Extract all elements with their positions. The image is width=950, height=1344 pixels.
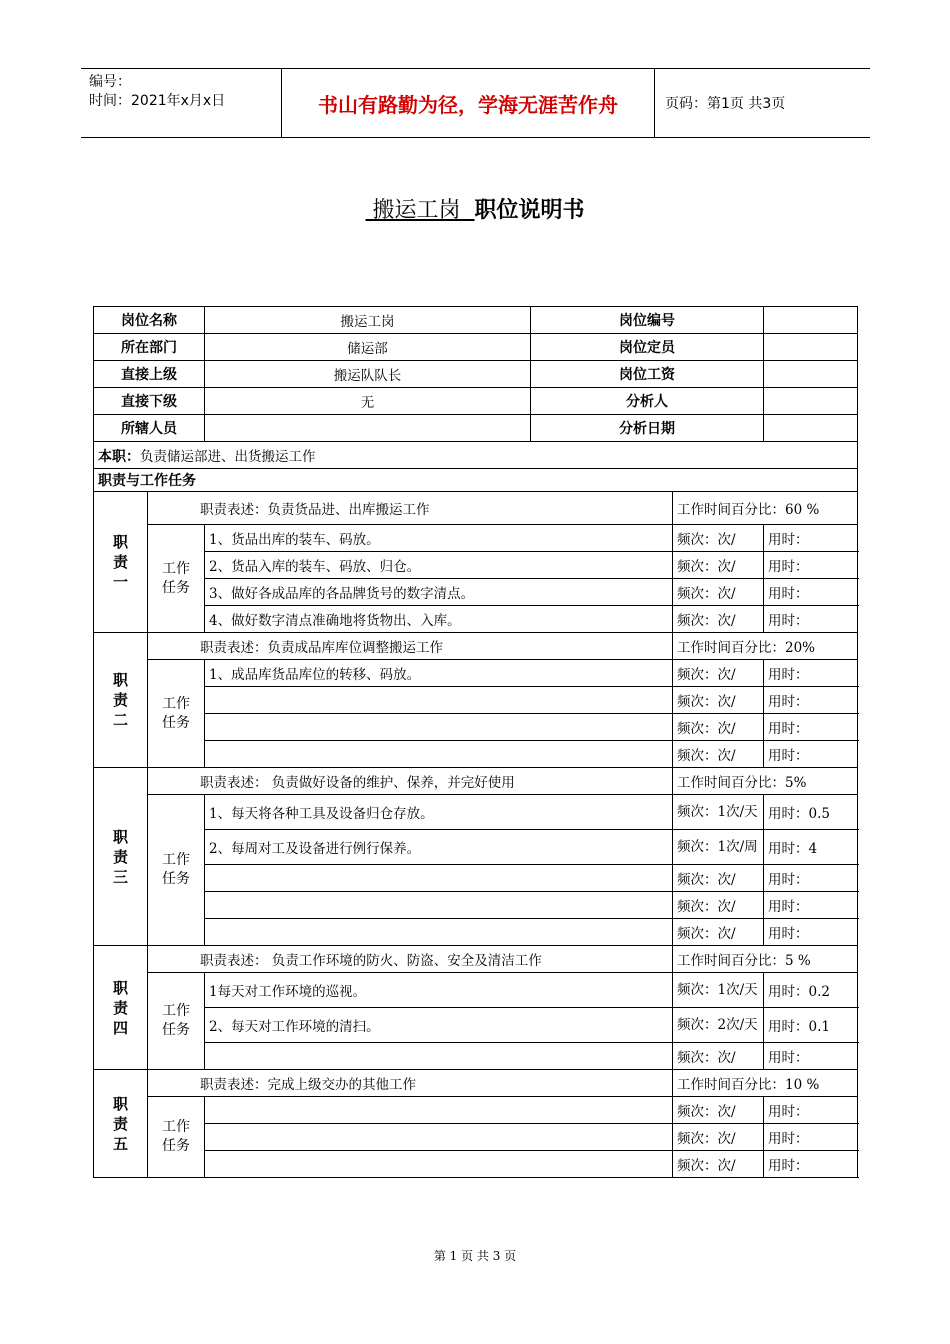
task-frequency: 频次：次/ (673, 687, 764, 714)
task-text: 2、每周对工及设备进行例行保养。 (205, 830, 673, 865)
task-text: 3、做好各成品库的各品牌货号的数字清点。 (205, 579, 673, 606)
duty-time-percent: 工作时间百分比：5% (673, 768, 858, 795)
task-text (205, 1124, 673, 1151)
task-text (205, 1043, 673, 1070)
task-text: 1每天对工作环境的巡视。 (205, 973, 673, 1008)
task-text (205, 741, 673, 768)
task-label-text: 工作任务 (162, 560, 190, 596)
task-row (94, 919, 858, 946)
info-row (94, 388, 858, 415)
task-row (94, 795, 858, 830)
duty-name (94, 492, 148, 633)
info-value (764, 415, 858, 442)
info-row (94, 307, 858, 334)
task-duration: 用时： (764, 1124, 858, 1151)
duty-summary (94, 442, 858, 469)
duty-description-row (94, 492, 858, 525)
table-body (94, 307, 858, 1178)
task-duration: 用时：0.2 (764, 973, 858, 1008)
title-post-name: 搬运工岗 (372, 198, 461, 223)
task-frequency: 频次：次/ (673, 714, 764, 741)
task-duration: 用时： (764, 892, 858, 919)
info-value: 无 (205, 388, 531, 415)
task-text (205, 1097, 673, 1124)
document-date-label: 时间：2021年x月x日 (89, 93, 226, 109)
task-text: 1、成品库货品库位的转移、码放。 (205, 660, 673, 687)
task-duration: 用时： (764, 660, 858, 687)
duty-name (94, 633, 148, 768)
task-frequency: 频次：次/ (673, 1043, 764, 1070)
task-frequency: 频次：次/ (673, 919, 764, 946)
page-header (81, 68, 870, 138)
task-frequency: 频次：次/ (673, 865, 764, 892)
job-description-table (93, 306, 858, 1178)
info-value (764, 307, 858, 334)
task-label (148, 973, 205, 1070)
duty-summary-row (94, 442, 858, 469)
duty-description-row (94, 946, 858, 973)
task-row (94, 1008, 858, 1043)
task-duration: 用时：0.5 (764, 795, 858, 830)
task-text: 2、每天对工作环境的清扫。 (205, 1008, 673, 1043)
task-row (94, 973, 858, 1008)
task-frequency: 频次：次/ (673, 660, 764, 687)
task-duration: 用时： (764, 525, 858, 552)
task-frequency: 频次：次/ (673, 606, 764, 633)
info-label: 所辖人员 (94, 415, 205, 442)
task-duration: 用时：4 (764, 830, 858, 865)
task-duration: 用时： (764, 552, 858, 579)
task-frequency: 频次：次/ (673, 1151, 764, 1178)
duty-name (94, 1070, 148, 1178)
title-suffix: 职位说明书 (474, 198, 585, 223)
duty-description: 职责表述： 负责工作环境的防火、防盗、安全及清洁工作 (148, 946, 673, 973)
duty-summary-text: 负责储运部进、出货搬运工作 (140, 448, 316, 465)
task-label-text: 工作任务 (162, 852, 190, 887)
duty-name-text: 职责三 (112, 827, 128, 886)
task-text (205, 865, 673, 892)
task-label (148, 660, 205, 768)
task-row (94, 865, 858, 892)
duty-name-text: 职责四 (112, 978, 128, 1037)
task-duration: 用时： (764, 1043, 858, 1070)
task-duration: 用时： (764, 865, 858, 892)
task-duration: 用时： (764, 606, 858, 633)
task-row (94, 660, 858, 687)
task-label-text: 工作任务 (162, 695, 190, 731)
task-duration: 用时： (764, 687, 858, 714)
task-label-text: 工作任务 (162, 1003, 190, 1038)
duty-name-text: 职责二 (112, 671, 128, 729)
info-value: 搬运队队长 (205, 361, 531, 388)
info-row (94, 361, 858, 388)
tasks-section-title: 职责与工作任务 (94, 469, 858, 492)
task-frequency: 频次：次/ (673, 1097, 764, 1124)
task-frequency: 频次：1次/天 (673, 795, 764, 830)
task-row (94, 1043, 858, 1070)
info-label: 岗位编号 (531, 307, 764, 334)
duty-time-percent: 工作时间百分比：60 % (673, 492, 858, 525)
tasks-section-row (94, 469, 858, 492)
info-label: 直接上级 (94, 361, 205, 388)
task-frequency: 频次：次/ (673, 579, 764, 606)
document-number-label: 编号： (89, 74, 131, 90)
task-row (94, 1151, 858, 1178)
task-duration: 用时： (764, 1151, 858, 1178)
task-row (94, 1097, 858, 1124)
task-frequency: 频次：次/ (673, 741, 764, 768)
duty-description: 职责表述：负责成品库库位调整搬运工作 (148, 633, 673, 660)
task-row (94, 579, 858, 606)
header-slogan: 书山有路勤为径，学海无涯苦作舟 (282, 69, 655, 137)
info-value: 储运部 (205, 334, 531, 361)
task-text (205, 714, 673, 741)
info-label: 岗位名称 (94, 307, 205, 334)
info-row (94, 334, 858, 361)
duty-description: 职责表述：负责货品进、出库搬运工作 (148, 492, 673, 525)
task-frequency: 频次：1次/周 (673, 830, 764, 865)
task-text: 4、做好数字清点准确地将货物出、入库。 (205, 606, 673, 633)
header-page-label: 页码：第1页 共3页 (665, 96, 786, 112)
task-frequency: 频次：1次/天 (673, 973, 764, 1008)
task-label (148, 525, 205, 633)
task-label (148, 795, 205, 946)
duty-summary-label: 本职： (98, 448, 140, 465)
info-value: 搬运工岗 (205, 307, 531, 334)
info-label: 岗位工资 (531, 361, 764, 388)
task-row (94, 525, 858, 552)
task-frequency: 频次：次/ (673, 1124, 764, 1151)
task-text (205, 1151, 673, 1178)
header-left (81, 69, 282, 137)
task-frequency: 频次：次/ (673, 525, 764, 552)
duty-description: 职责表述：完成上级交办的其他工作 (148, 1070, 673, 1097)
duty-description-row (94, 768, 858, 795)
duty-name-text: 职责五 (112, 1094, 128, 1153)
info-label: 分析日期 (531, 415, 764, 442)
duty-name (94, 768, 148, 946)
task-row (94, 606, 858, 633)
duty-time-percent: 工作时间百分比：20% (673, 633, 858, 660)
duty-description-row (94, 1070, 858, 1097)
task-text: 1、每天将各种工具及设备归仓存放。 (205, 795, 673, 830)
document-title (0, 196, 950, 226)
task-frequency: 频次：次/ (673, 892, 764, 919)
page-footer: 第 1 页 共 3 页 (433, 1249, 517, 1263)
task-duration: 用时： (764, 741, 858, 768)
task-text: 1、货品出库的装车、码放。 (205, 525, 673, 552)
info-row (94, 415, 858, 442)
task-text (205, 892, 673, 919)
duty-name (94, 946, 148, 1070)
task-frequency: 频次：2次/天 (673, 1008, 764, 1043)
info-value (764, 388, 858, 415)
info-label: 所在部门 (94, 334, 205, 361)
task-row (94, 892, 858, 919)
task-row (94, 830, 858, 865)
duty-description: 职责表述： 负责做好设备的维护、保养，并完好使用 (148, 768, 673, 795)
duty-time-percent: 工作时间百分比：5 % (673, 946, 858, 973)
task-duration: 用时： (764, 1097, 858, 1124)
task-row (94, 1124, 858, 1151)
duty-time-percent: 工作时间百分比：10 % (673, 1070, 858, 1097)
duty-description-row (94, 633, 858, 660)
info-label: 分析人 (531, 388, 764, 415)
duty-name-text: 职责一 (112, 533, 128, 591)
task-row (94, 552, 858, 579)
task-duration: 用时： (764, 919, 858, 946)
task-row (94, 687, 858, 714)
info-value (205, 415, 531, 442)
task-text: 2、货品入库的装车、码放、归仓。 (205, 552, 673, 579)
info-value (764, 334, 858, 361)
task-label-text: 工作任务 (162, 1119, 190, 1154)
task-frequency: 频次：次/ (673, 552, 764, 579)
info-value (764, 361, 858, 388)
task-text (205, 687, 673, 714)
task-duration: 用时： (764, 714, 858, 741)
task-label (148, 1097, 205, 1178)
task-row (94, 741, 858, 768)
task-duration: 用时：0.1 (764, 1008, 858, 1043)
info-label: 岗位定员 (531, 334, 764, 361)
task-row (94, 714, 858, 741)
task-duration: 用时： (764, 579, 858, 606)
task-text (205, 919, 673, 946)
info-label: 直接下级 (94, 388, 205, 415)
